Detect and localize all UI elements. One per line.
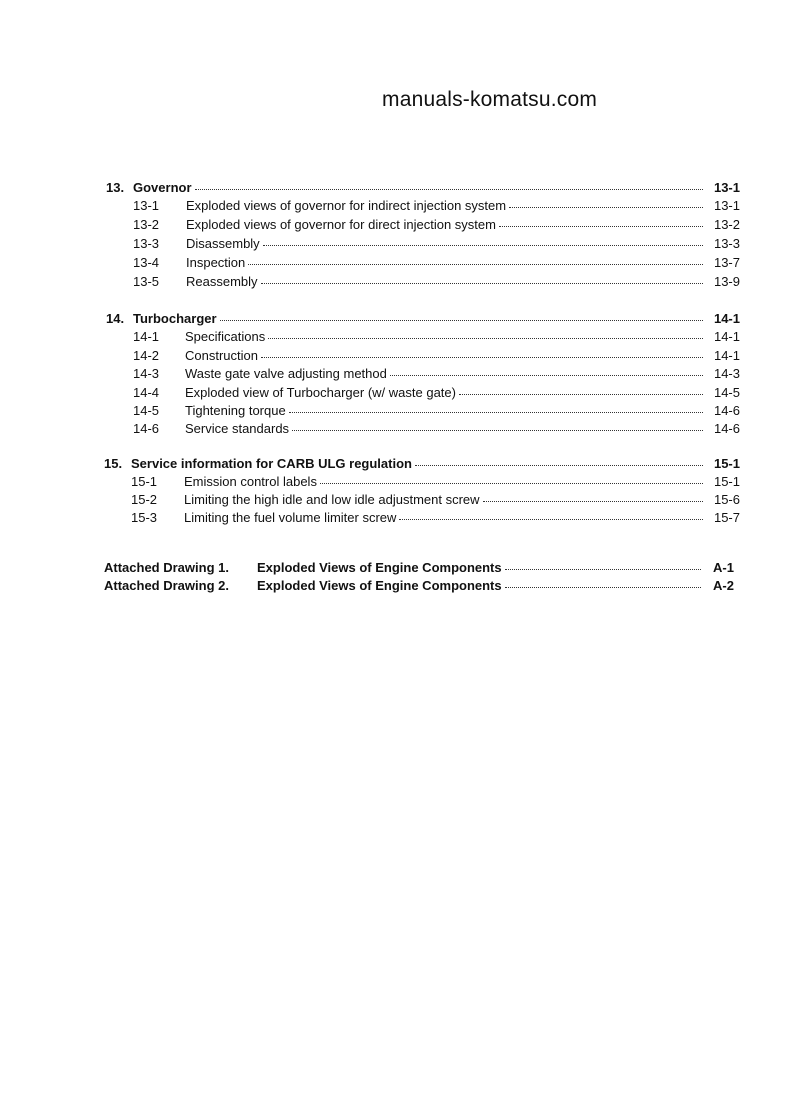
page-number: 15-6 (713, 492, 740, 507)
page-number: 13-9 (713, 274, 740, 289)
entry-number: 13-1 (133, 198, 160, 213)
page-number: 14-3 (713, 366, 740, 381)
toc-heading-14[interactable] (106, 310, 740, 327)
toc-entry-13-1[interactable] (133, 197, 740, 214)
page-number: 14-5 (713, 385, 740, 400)
page-number: A-1 (713, 560, 734, 575)
entry-number: 13-5 (133, 274, 160, 289)
leader-dots (261, 346, 703, 358)
entry-title: Limiting the high idle and low idle adjustment screw (184, 492, 480, 507)
attached-title: Exploded Views of Engine Components (257, 578, 502, 593)
page-number: 15-7 (713, 510, 740, 525)
section-title: Service information for CARB ULG regulation (131, 456, 412, 471)
entry-number: 14-5 (133, 403, 160, 418)
entry-number: 13-4 (133, 255, 160, 270)
leader-dots (499, 215, 703, 227)
toc-entry-14-1[interactable] (133, 328, 740, 345)
page-number: 13-3 (713, 236, 740, 251)
leader-dots (320, 472, 703, 484)
entry-title: Disassembly (186, 236, 260, 251)
leader-dots (263, 234, 703, 246)
entry-number: 15-2 (131, 492, 158, 507)
section-title: Turbocharger (133, 311, 217, 326)
leader-dots (261, 272, 703, 284)
page-number: 14-1 (713, 329, 740, 344)
entry-title: Limiting the fuel volume limiter screw (184, 510, 397, 525)
toc-attached-drawing-1[interactable] (104, 559, 734, 576)
page-number: 13-2 (713, 217, 740, 232)
leader-dots (459, 383, 703, 395)
entry-number: 14-4 (133, 385, 160, 400)
watermark-text: manuals-komatsu.com (382, 88, 598, 111)
page-number: 13-7 (713, 255, 740, 270)
leader-dots (505, 558, 701, 570)
entry-title: Specifications (185, 329, 266, 344)
attached-label: Attached Drawing 2. (104, 578, 229, 593)
entry-title: Tightening torque (185, 403, 286, 418)
toc-entry-13-5[interactable] (133, 273, 740, 290)
toc-attached-drawing-2[interactable] (104, 577, 734, 594)
section-title: Governor (133, 180, 192, 195)
entry-title: Construction (185, 348, 258, 363)
leader-dots (195, 178, 703, 190)
toc-entry-14-5[interactable] (133, 402, 740, 419)
page-number: A-2 (713, 578, 734, 593)
section-number: 13. (106, 180, 125, 195)
leader-dots (509, 196, 703, 208)
page-number: 14-1 (713, 348, 740, 363)
leader-dots (289, 401, 703, 413)
page-number: 14-6 (713, 403, 740, 418)
leader-dots (268, 327, 703, 339)
entry-number: 14-6 (133, 421, 160, 436)
entry-title: Inspection (186, 255, 246, 270)
entry-title: Exploded views of governor for indirect injection system (186, 198, 507, 213)
entry-title: Reassembly (186, 274, 258, 289)
leader-dots (390, 364, 703, 376)
attached-label: Attached Drawing 1. (104, 560, 229, 575)
entry-number: 15-3 (131, 510, 158, 525)
entry-number: 14-2 (133, 348, 160, 363)
entry-number: 13-2 (133, 217, 160, 232)
leader-dots (483, 490, 703, 502)
entry-title: Service standards (185, 421, 290, 436)
page-number: 15-1 (713, 474, 740, 489)
leader-dots (220, 309, 703, 321)
page-number: 14-6 (713, 421, 740, 436)
leader-dots (292, 419, 703, 431)
entry-title: Exploded views of governor for direct injection system (186, 217, 496, 232)
entry-number: 13-3 (133, 236, 160, 251)
toc-entry-13-2[interactable] (133, 216, 740, 233)
toc-entry-14-4[interactable] (133, 384, 740, 401)
toc-entry-14-3[interactable] (133, 365, 740, 382)
page-number: 13-1 (713, 198, 740, 213)
page-number: 13-1 (713, 180, 740, 195)
attached-title: Exploded Views of Engine Components (257, 560, 502, 575)
leader-dots (248, 253, 703, 265)
toc-entry-15-3[interactable] (131, 509, 740, 526)
toc-entry-13-4[interactable] (133, 254, 740, 271)
section-number: 14. (106, 311, 125, 326)
toc-entry-15-1[interactable] (131, 473, 740, 490)
leader-dots (505, 576, 701, 588)
leader-dots (415, 454, 703, 466)
entry-number: 14-1 (133, 329, 160, 344)
page-number: 14-1 (713, 311, 740, 326)
leader-dots (399, 508, 703, 520)
toc-heading-15[interactable] (104, 455, 740, 472)
entry-number: 15-1 (131, 474, 158, 489)
toc-heading-13[interactable] (106, 179, 740, 196)
entry-number: 14-3 (133, 366, 160, 381)
entry-title: Emission control labels (184, 474, 317, 489)
toc-entry-13-3[interactable] (133, 235, 740, 252)
toc-entry-14-6[interactable] (133, 420, 740, 437)
entry-title: Exploded view of Turbocharger (w/ waste gate) (185, 385, 456, 400)
toc-entry-15-2[interactable] (131, 491, 740, 508)
toc-entry-14-2[interactable] (133, 347, 740, 364)
entry-title: Waste gate valve adjusting method (185, 366, 387, 381)
section-number: 15. (104, 456, 123, 471)
page-number: 15-1 (713, 456, 740, 471)
